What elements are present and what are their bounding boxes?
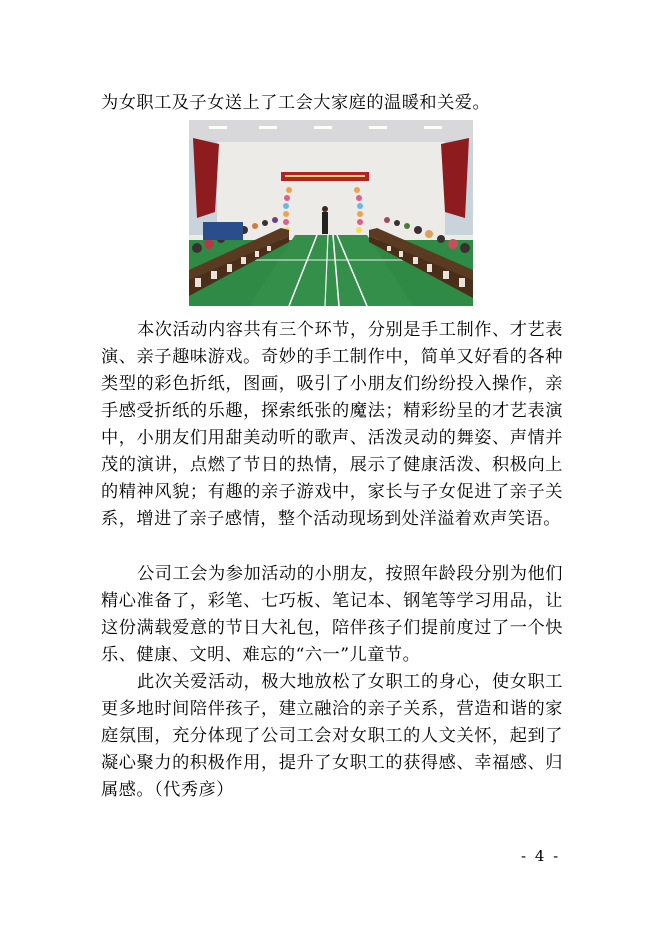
paragraph-gifts: 公司工会为参加活动的小朋友，按照年龄段分别为他们精心准备了，彩笔、七巧板、笔记本、钢笔等学习用品，让这份满载爱意的节日大礼包，陪伴孩子们提前度过了一个快乐、健康、文明、难忘的“六一”儿童节。: [101, 564, 563, 665]
paragraph-activity-content: 本次活动内容共有三个环节，分别是手工制作、才艺表演、亲子趣味游戏。奇妙的手工制作中，简单又好看的各种类型的彩色折纸，图画，吸引了小朋友们纷纷投入操作，亲手感受折纸的乐趣，探索纸张的魔法；精彩纷呈的才艺表演中，小朋友们用甜美动听的歌声、活泼灵动的舞姿、声情并茂的演讲，点燃了节日的热情，展示了健康活泼、积极向上的精神风貌；有趣的亲子游戏中，家长与子女促进了亲子关系，增进了亲子感情，整个活动现场到处洋溢着欢声笑语。: [101, 320, 563, 529]
paragraph-conclusion: 此次关爱活动，极大地放松了女职工的身心，使女职工更多地时间陪伴孩子，建立融洽的亲子关系，营造和谐的家庭氛围，充分体现了公司工会对女职工的人文关怀，起到了凝心聚力的积极作用，提升了女职工的获得感、幸福感、归属感。（代秀彦）: [101, 672, 563, 800]
event-photo: [189, 120, 473, 306]
paragraph-intro-tail: 为女职工及子女送上了工会大家庭的温暖和关爱。: [101, 93, 491, 113]
page-number: - 4 -: [521, 847, 561, 865]
